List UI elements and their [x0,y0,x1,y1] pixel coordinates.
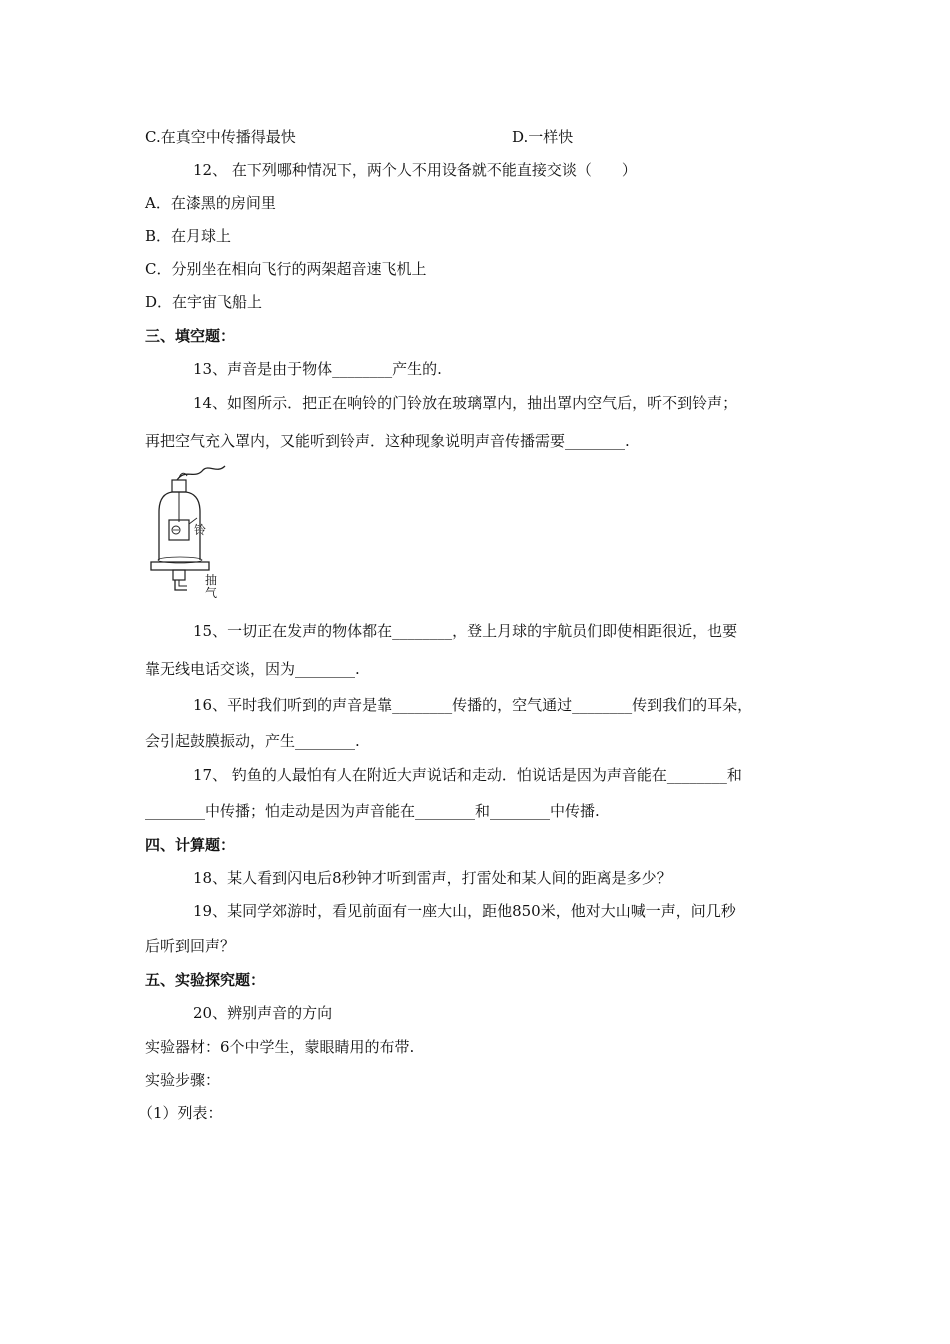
question-19-line2: 后听到回声？ [145,937,236,955]
section-fill-blank-heading: 三、填空题： [145,327,236,345]
experiment-step-1: （1）列表： [138,1104,223,1122]
question-16-line2: 会引起鼓膜振动，产生________. [145,732,360,750]
question-13: 13、声音是由于物体________产生的. [193,360,442,378]
question-20: 20、辨别声音的方向 [193,1004,333,1022]
question-17-line2: ________中传播；怕走动是因为声音能在________和________中传播. [145,802,600,820]
option-c-q12: C．分别坐在相向飞行的两架超音速飞机上 [145,260,427,278]
pump-label: 抽气 [205,573,218,600]
option-d-q11: D.一样快 [512,128,574,146]
bell-jar-figure [145,462,235,607]
question-18: 18、某人看到闪电后8秒钟才听到雷声，打雷处和某人间的距离是多少？ [193,869,672,887]
option-c-q11: C.在真空中传播得最快 [145,128,296,146]
option-d-q12: D．在宇宙飞船上 [145,293,263,311]
section-calculation-heading: 四、计算题： [145,836,236,854]
bell-jar-diagram [145,462,235,607]
bell-label: 铃 [194,523,207,537]
question-14-line1: 14、如图所示．把正在响铃的门铃放在玻璃罩内，抽出罩内空气后，听不到铃声； [193,394,738,412]
question-12: 12、 在下列哪种情况下，两个人不用设备就不能直接交谈（ ） [193,161,637,179]
option-a-q12: A．在漆黑的房间里 [145,194,276,212]
question-19-line1: 19、某同学郊游时，看见前面有一座大山，距他850米，他对大山喊一声，问几秒 [193,902,736,920]
section-experiment-heading: 五、实验探究题： [145,971,266,989]
question-15-line2: 靠无线电话交谈，因为________. [145,660,360,678]
question-17-line1: 17、 钓鱼的人最怕有人在附近大声说话和走动．怕说话是因为声音能在________和 [193,766,742,784]
experiment-equipment: 实验器材：6个中学生，蒙眼睛用的布带. [145,1038,415,1056]
question-15-line1: 15、一切正在发声的物体都在________，登上月球的宇航员们即使相距很近，也要 [193,622,738,640]
question-14-line2: 再把空气充入罩内，又能听到铃声．这种现象说明声音传播需要________. [145,432,630,450]
option-b-q12: B．在月球上 [145,227,232,245]
question-16-line1: 16、平时我们听到的声音是靠________传播的，空气通过________传到我们的耳朵， [193,696,753,714]
experiment-steps: 实验步骤： [145,1071,221,1089]
